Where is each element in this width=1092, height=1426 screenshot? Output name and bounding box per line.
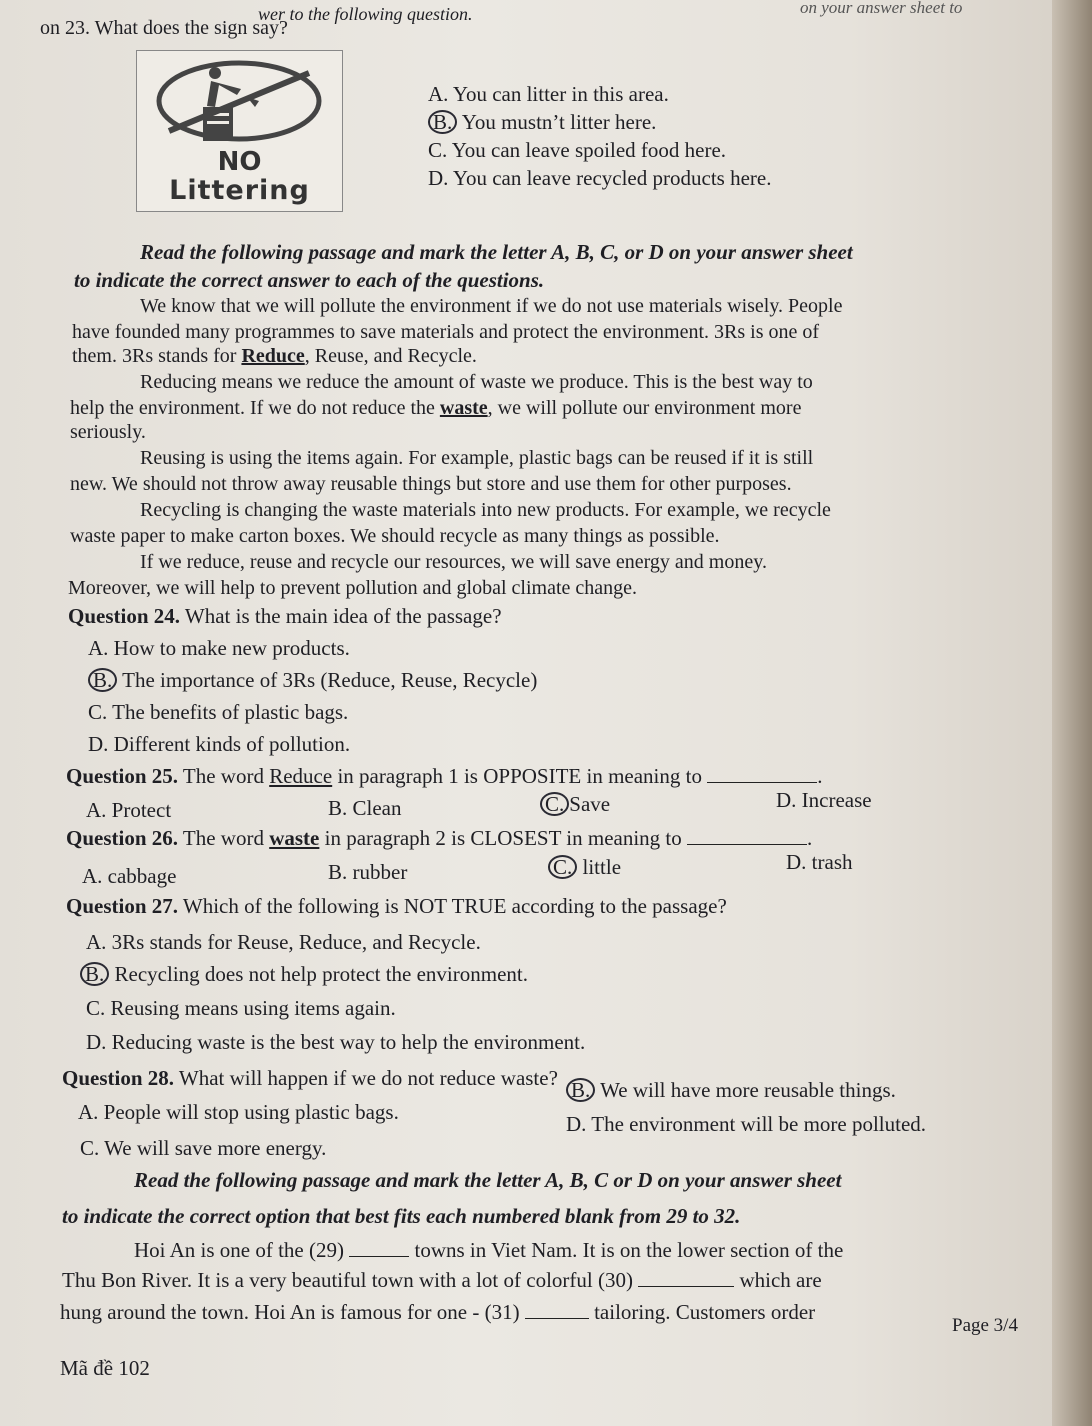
q26-c-circle: C. xyxy=(548,855,577,879)
q23-option-b xyxy=(428,110,656,134)
q24-option-d: D. Different kinds of pollution. xyxy=(88,732,351,756)
question-28: Question 28. What will happen if we do not reduce waste? xyxy=(62,1066,558,1090)
answer-blank-31 xyxy=(525,1300,589,1319)
question-27: Question 27. Which of the following is NOT TRUE according to the passage? xyxy=(66,894,727,918)
q25-option-c: C. Save xyxy=(540,792,610,816)
q25-c-circle: C. xyxy=(540,792,569,816)
page-edge-shadow xyxy=(1052,0,1092,1426)
q27-option-a: A. 3Rs stands for Reuse, Reduce, and Recycle. xyxy=(86,930,481,954)
q24-option-b: B. The importance of 3Rs (Reduce, Reuse, Recycle) xyxy=(88,668,537,692)
sign-no-text: NO xyxy=(217,147,262,177)
passage-2-line: Hoi An is one of the (29) towns in Viet Nam. It is on the lower section of the xyxy=(134,1238,844,1262)
header-fragment: wer to the following question. xyxy=(258,4,473,24)
passage-1-line: have founded many programmes to save materials and protect the environment. 3Rs is one of xyxy=(72,321,820,343)
q25-option-d: D. Increase xyxy=(776,788,872,812)
q28-option-a: A. People will stop using plastic bags. xyxy=(78,1100,399,1124)
q26-option-c: C. little xyxy=(548,855,621,879)
q24-option-a: A. How to make new products. xyxy=(88,636,350,660)
instruction-2-line-2: to indicate the correct option that best fits each numbered blank from 29 to 32. xyxy=(62,1204,741,1228)
instruction-1-line-2: to indicate the correct answer to each of the questions. xyxy=(74,268,545,292)
question-23: on 23. What does the sign say? xyxy=(40,17,288,39)
passage-1-line: Reusing is using the items again. For example, plastic bags can be reused if it is still xyxy=(140,447,814,469)
instruction-1-line-1: Read the following passage and mark the letter A, B, C, or D on your answer sheet xyxy=(140,240,853,264)
sign-littering-text: Littering xyxy=(169,175,310,206)
passage-1-line: them. 3Rs stands for Reduce, Reuse, and Recycle. xyxy=(72,345,477,367)
answer-blank xyxy=(687,826,807,845)
answer-blank xyxy=(707,764,817,783)
question-24: Question 24. What is the main idea of the passage? xyxy=(68,604,502,628)
q25-option-a: A. Protect xyxy=(86,798,172,822)
q27-option-d: D. Reducing waste is the best way to help the environment. xyxy=(86,1030,586,1054)
q26-option-b: B. rubber xyxy=(328,860,408,884)
passage-1-line: Moreover, we will help to prevent pollution and global climate change. xyxy=(68,577,638,599)
q27-option-b: B. Recycling does not help protect the environment. xyxy=(80,962,528,986)
question-26: Question 26. The word waste in paragraph 2 is CLOSEST in meaning to . xyxy=(66,826,813,850)
q24-b-circle: B. xyxy=(88,668,117,692)
no-littering-sign xyxy=(136,50,343,212)
q27-b-circle: B. xyxy=(80,962,109,986)
word-reduce: Reduce xyxy=(241,345,305,367)
question-25: Question 25. The word Reduce in paragraph 1 is OPPOSITE in meaning to . xyxy=(66,764,823,788)
q24-option-c: C. The benefits of plastic bags. xyxy=(88,700,349,724)
passage-1-line: If we reduce, reuse and recycle our resources, we will save energy and money. xyxy=(140,551,767,573)
q28-option-c: C. We will save more energy. xyxy=(80,1136,327,1160)
q23-option-a: A. You can litter in this area. xyxy=(428,82,669,106)
passage-1-line: Recycling is changing the waste materials into new products. For example, we recycle xyxy=(140,499,831,521)
passage-1-line: help the environment. If we do not reduce the waste, we will pollute our environment more xyxy=(70,397,802,419)
instruction-2-line-1: Read the following passage and mark the letter A, B, C or D on your answer sheet xyxy=(134,1168,842,1192)
q23-option-b-text: You mustn’t litter here. xyxy=(461,110,657,134)
q26-option-a: A. cabbage xyxy=(82,864,177,888)
word-waste: waste xyxy=(439,397,488,419)
q28-option-b: B. We will have more reusable things. xyxy=(566,1078,896,1102)
header-right-fragment: on your answer sheet to xyxy=(800,0,963,17)
passage-1-line: waste paper to make carton boxes. We should recycle as many things as possible. xyxy=(70,525,720,547)
q23-b-circle: B. xyxy=(428,110,457,134)
q27-option-c: C. Reusing means using items again. xyxy=(86,996,396,1020)
passage-1-line: seriously. xyxy=(70,421,146,443)
q23-option-d: D. You can leave recycled products here. xyxy=(428,166,772,190)
litter-bin-icon xyxy=(137,51,342,151)
passage-2-line: Thu Bon River. It is a very beautiful town with a lot of colorful (30) which are xyxy=(62,1268,822,1292)
page-number: Page 3/4 xyxy=(952,1315,1018,1336)
exam-code: Mã đề 102 xyxy=(60,1356,150,1380)
passage-1-line: We know that we will pollute the environment if we do not use materials wisely. People xyxy=(140,295,843,317)
passage-1-line: Reducing means we reduce the amount of waste we produce. This is the best way to xyxy=(140,371,813,393)
q28-option-d: D. The environment will be more polluted. xyxy=(566,1112,927,1136)
q26-option-d: D. trash xyxy=(786,850,853,874)
q28-b-circle: B. xyxy=(566,1078,595,1102)
passage-2-line: hung around the town. Hoi An is famous for one - (31) tailoring. Customers order xyxy=(60,1300,816,1324)
answer-blank-29 xyxy=(349,1238,409,1257)
q23-option-c: C. You can leave spoiled food here. xyxy=(428,138,727,162)
answer-blank-30 xyxy=(638,1268,734,1287)
passage-1-line: new. We should not throw away reusable things but store and use them for other purposes. xyxy=(70,473,792,495)
q25-option-b: B. Clean xyxy=(328,796,402,820)
